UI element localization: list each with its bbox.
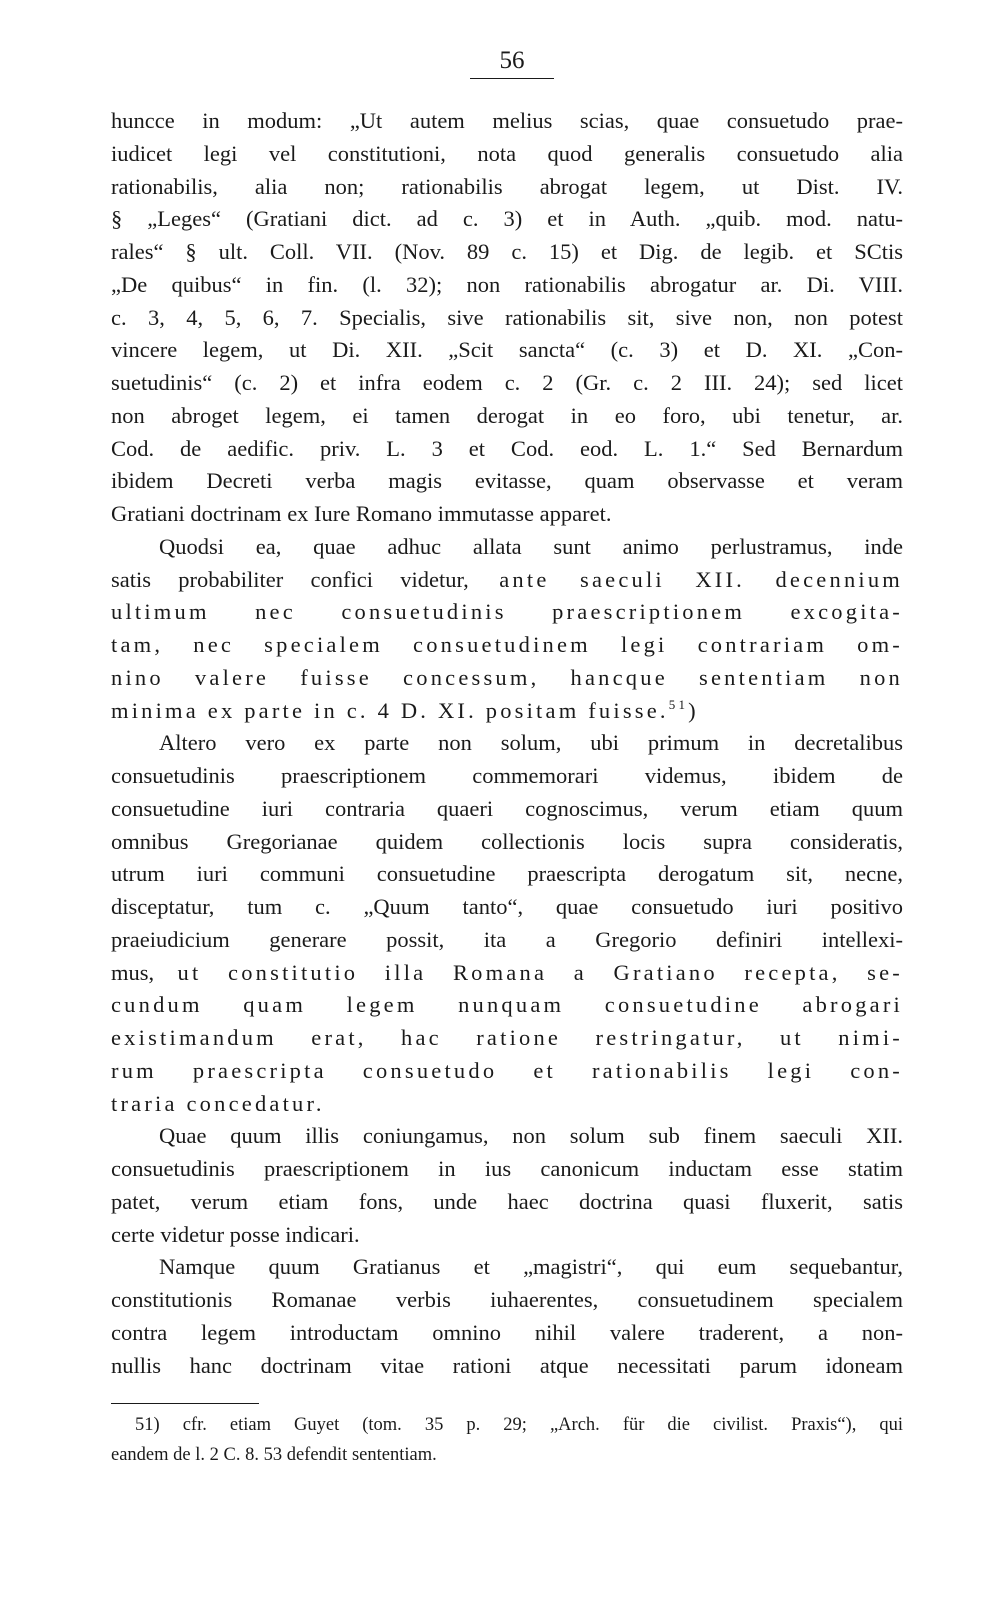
text-line — [111, 957, 903, 990]
text-segment: traria concedatur. — [111, 1090, 325, 1116]
text-segment: nino valere fuisse concessum, hancque sententiam non — [111, 664, 903, 690]
text-line — [111, 1022, 903, 1055]
text-line — [111, 1284, 903, 1317]
text-line — [111, 531, 903, 564]
text-segment: ultimum nec consuetudinis praescriptionem excogita- — [111, 599, 903, 625]
footnote-separator — [111, 1403, 259, 1404]
text-segment: satis probabiliter confici videtur, — [111, 566, 469, 592]
text-line — [111, 1317, 903, 1350]
text-segment: cundum quam legem nunquam consuetudine abrogari — [111, 992, 903, 1018]
text-segment: 51) cfr. etiam Guyet (tom. 35 p. 29; „Arch. für die civilist. Praxis“), qui — [135, 1415, 903, 1435]
text-segment: rales“ § ult. Coll. VII. (Nov. 89 c. 15) et Dig. de legib. et SCtis — [111, 239, 903, 264]
text-line — [111, 498, 903, 531]
footnotes — [111, 1410, 903, 1470]
text-segment: vincere legem, ut Di. XII. „Scit sancta“ (c. 3) et D. XI. „Con- — [111, 337, 903, 363]
text-segment: mus, — [111, 959, 178, 985]
text-segment: Gratiani doctrinam ex Iure Romano immutasse apparet. — [111, 501, 612, 526]
text-segment: constitutionis Romanae verbis iuhaerentes, consuetudinem specialem — [111, 1287, 903, 1312]
text-segment: tam, nec specialem consuetudinem legi contrariam om- — [111, 632, 903, 657]
text-segment: utrum iuri communi consuetudine praescripta derogatum sit, necne, — [111, 861, 903, 887]
text-line — [111, 302, 903, 335]
text-segment: Quae quum illis coniungamus, non solum sub finem saeculi XII. — [159, 1123, 903, 1149]
text-segment: certe videtur posse indicari. — [111, 1221, 360, 1247]
text-line — [111, 269, 903, 302]
text-line — [111, 891, 903, 924]
text-segment: consuetudinis praescriptionem in ius canonicum inductam esse statim — [111, 1156, 903, 1181]
text-segment: Namque quum Gratianus et „magistri“, qui eum sequebantur, — [159, 1254, 903, 1280]
text-line — [111, 1088, 903, 1121]
footnote-line — [111, 1410, 903, 1440]
text-segment: patet, verum etiam fons, unde haec doctrina quasi fluxerit, satis — [111, 1188, 903, 1214]
text-segment: Quodsi ea, quae adhuc allata sunt animo perlustramus, inde — [159, 533, 903, 559]
text-line — [111, 400, 903, 433]
main-text — [111, 105, 903, 1382]
text-line — [111, 1153, 903, 1186]
text-segment: iudicet legi vel constitutioni, nota quod generalis consuetudo alia — [111, 140, 903, 166]
text-segment: disceptatur, tum c. „Quum tanto“, quae consuetudo iuri positivo — [111, 894, 903, 919]
text-segment: rationabilis, alia non; rationabilis abrogat legem, ut Dist. IV. — [111, 173, 903, 199]
text-line — [111, 1251, 903, 1284]
text-segment: consuetudinis praescriptionem commemorari videmus, ibidem de — [111, 763, 903, 788]
text-line — [111, 760, 903, 793]
text-line — [111, 203, 903, 236]
text-line — [111, 465, 903, 498]
text-line — [111, 1219, 903, 1252]
text-line — [111, 367, 903, 400]
text-line — [111, 596, 903, 629]
text-segment: § „Leges“ (Gratiani dict. ad c. 3) et in Auth. „quib. mod. natu- — [111, 206, 903, 232]
text-segment: minima ex parte in c. 4 D. XI. positam fuisse. — [111, 697, 669, 723]
text-segment: suetudinis“ (c. 2) et infra eodem c. 2 (Gr. c. 2 III. 24); sed licet — [111, 370, 903, 395]
text-line — [111, 105, 903, 138]
text-segment: „De quibus“ in fin. (l. 32); non rationabilis abrogatur ar. Di. VIII. — [111, 271, 903, 297]
text-line — [111, 924, 903, 957]
text-segment: non abroget legem, ei tamen derogat in eo foro, ubi tenetur, ar. — [111, 402, 903, 428]
text-segment: consuetudine iuri contraria quaeri cognoscimus, verum etiam quum — [111, 795, 903, 821]
text-segment: Altero vero ex parte non solum, ubi primum in decretalibus — [159, 730, 903, 756]
text-line — [111, 1186, 903, 1219]
text-line — [111, 1055, 903, 1088]
text-segment: existimandum erat, hac ratione restringatur, ut nimi- — [111, 1025, 903, 1050]
text-line — [111, 138, 903, 171]
text-line — [111, 858, 903, 891]
text-line — [111, 695, 903, 728]
text-segment: c. 3, 4, 5, 6, 7. Specialis, sive rationabilis sit, sive non, non potest — [111, 304, 903, 330]
text-line — [111, 564, 903, 597]
text-line — [111, 1120, 903, 1153]
text-line — [111, 826, 903, 859]
footnote-reference[interactable]: 51 — [668, 696, 689, 712]
text-segment: huncce in modum: „Ut autem melius scias, quae consuetudo prae- — [111, 108, 903, 133]
text-line — [111, 171, 903, 204]
text-segment: nullis hanc doctrinam vitae rationi atque necessitati parum idoneam — [111, 1352, 903, 1378]
text-segment: eandem de l. 2 C. 8. 53 defendit sententiam. — [111, 1445, 437, 1465]
text-segment: omnibus Gregorianae quidem collectionis locis supra consideratis, — [111, 828, 903, 854]
footnote-line — [111, 1440, 903, 1470]
text-line — [111, 662, 903, 695]
text-segment: contra legem introductam omnino nihil valere traderent, a non- — [111, 1319, 903, 1345]
text-line — [111, 727, 903, 760]
spaced-text-segment: ut constitutio illa Romana a Gratiano recepta, se- — [177, 959, 903, 985]
text-line — [111, 629, 903, 662]
text-segment: ibidem Decreti verba magis evitasse, quam observasse et veram — [111, 468, 903, 494]
text-segment: ) — [688, 697, 699, 723]
text-line — [111, 433, 903, 466]
text-line — [111, 1350, 903, 1383]
text-line — [111, 334, 903, 367]
text-line — [111, 989, 903, 1022]
text-line — [111, 236, 903, 269]
spaced-text-segment: ante saeculi XII. decennium — [468, 566, 903, 592]
text-segment: rum praescripta consuetudo et rationabilis legi con- — [111, 1057, 903, 1083]
page-number: 56 — [470, 46, 554, 79]
text-line — [111, 793, 903, 826]
text-segment: praeiudicium generare possit, ita a Gregorio definiri intellexi- — [111, 926, 903, 952]
text-segment: Cod. de aedific. priv. L. 3 et Cod. eod. L. 1.“ Sed Bernardum — [111, 435, 903, 461]
